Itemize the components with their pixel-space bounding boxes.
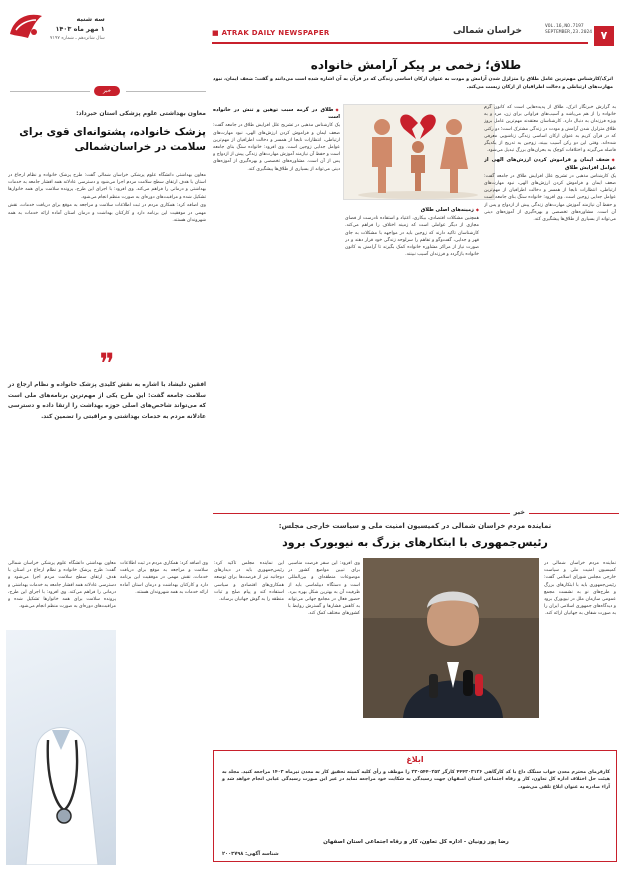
- left-lower-column-2: [120, 560, 208, 865]
- legal-notice-box: [213, 750, 617, 862]
- section-name: خراسان شمالی: [453, 26, 522, 36]
- mp-interview-photo: [363, 558, 539, 718]
- left-lower-text-1: معاون بهداشتی دانشگاه علوم پزشکی خراسان شمالی گفت: طرح پزشک خانواده و نظام ارجاع در استان با هدف ارتقای سطح سلامت مردم اجرا می‌شود و دسترسی عادلانه همه اقشار جامعه به خدمات بهداشتی و درمانی را فراهم می‌کند. وی افزود: با اجرای این طرح، پرونده سلامت برای همه خانوارها تشکیل شده و مراقبت‌های دوره‌ای به صورت منظم انجام می‌شود.: [8, 561, 116, 610]
- main-subhead-3: ◆ طلاق در گرمه سبب توهین و تنش در خانواده است: [213, 106, 340, 121]
- divider-line: [213, 513, 619, 514]
- issue-info: سال شانزدهم ـ شماره ۷۱۹۷: [50, 36, 105, 41]
- quote-mark-icon: ❞: [99, 347, 115, 380]
- family-silhouette-icon: [342, 105, 494, 201]
- main-column-3: [213, 104, 340, 504]
- news-label: خبر: [94, 86, 120, 96]
- main-column-2: [345, 204, 479, 504]
- badge-line-left: [10, 91, 90, 92]
- main-subhead-1: ◆ ضعف ایمان و فراموش کردن ارزش‌های الهی از عوامل افزایش طلاق: [484, 156, 616, 171]
- page-header: [0, 0, 620, 52]
- main-headline: طلاق؛ زخمی بر پیکر آرامش خانواده: [310, 58, 522, 72]
- notice-signature: رضا پور زونیان - اداره کل تعاون، کار و رفاه اجتماعی استان اصفهان: [323, 839, 509, 845]
- main-col2-text: یک کارشناس مذهبی در تشریح علل افزایش طلاق در جامعه گفت: ضعف ایمان و فراموش کردن ارزش‌های الهی، نبود مهارت‌های ارتباطی، انتظارات نابجا از همسر و دخالت اطرافیان از مهم‌ترین عوامل جدایی زوجین است. وی افزود: خانواده سنگ بنای جامعه است و حفظ آن نیازمند آموزش مهارت‌های زندگی پیش از ازدواج و پس از آن است. مشاوره‌های تخصصی و بهره‌گیری از آموزه‌های دینی می‌تواند از بسیاری از طلاق‌ها پیشگیری کند.: [484, 173, 616, 223]
- atrak-logo-icon: [6, 8, 46, 44]
- broken-family-illustration: [343, 104, 495, 200]
- s2-col1-text: نماینده مردم خراسان شمالی در کمیسیون امنیت ملی و سیاست خارجی مجلس شورای اسلامی گفت: رئیس‌جمهوری باید با ابتکارهای بزرگ و طرح‌های نو به نشست مجمع عمومی سازمان ملل در نیویورک برود و دیدگاه‌های جمهوری اسلامی ایران را به صورت شفاف به جهانیان ارائه کند.: [544, 561, 616, 617]
- main-column-1: [484, 104, 616, 504]
- speaker-portrait-icon: [363, 558, 539, 718]
- second-story-column-2: [288, 560, 360, 745]
- left-body-text-2: وی اضافه کرد: همکاری مردم در ثبت اطلاعات سلامت و مراجعه به موقع برای دریافت خدمات، نقش مهمی در موفقیت این برنامه دارد و کارکنان بهداشت و درمان استان آماده ارائه خدمات به همه شهروندان هستند.: [8, 203, 206, 223]
- main-subhead-2: ◆ زمینه‌های اصلی طلاق: [345, 206, 479, 214]
- left-news-badge: [6, 85, 206, 97]
- badge-line-right: [126, 91, 206, 92]
- newspaper-name: ■ ATRAK DAILY NEWSPAPER: [212, 29, 330, 37]
- header-divider: [212, 42, 588, 44]
- pull-quote: [8, 347, 206, 500]
- left-lower-column-1: [8, 560, 116, 626]
- masthead-logo: [6, 8, 206, 46]
- s2-col3-text: این نماینده مجلس تاکید کرد: رئیس‌جمهوری باید در دیدارهای دوجانبه نیز از فرصت‌ها برای توسعه همکاری‌های اقتصادی و سیاسی استفاده کند و پیام صلح و ثبات منطقه را به گوش جهانیان برساند.: [214, 561, 284, 603]
- second-story-divider: [213, 508, 619, 520]
- main-lead: اترک/کارشناس مهم‌ترین عامل طلاق را متزلزل شدن آرامش و مودت به عنوان ارکان اساسی زندگی که در قرآن به آن اشاره شده است می‌دانند و گفت: ضعف ایمان، نبود مهارت‌های ارتباطی و دخالت اطرافیان از ارکان زیست می‌کند.: [213, 77, 613, 90]
- date-full: ۱ مهر ماه ۱۴۰۳: [55, 25, 105, 33]
- notice-heading: ابلاغ: [406, 755, 424, 764]
- date-line-latin: SEPTEMBER,23.2024: [544, 30, 592, 35]
- volume-line: VOL.16,NO.7197: [544, 24, 584, 29]
- stethoscope-icon: [6, 630, 116, 865]
- left-kicker: معاون بهداشتی علوم پزشکی استان خبرداد:: [76, 110, 206, 117]
- doctor-photo: [6, 630, 116, 865]
- left-body: [8, 172, 206, 344]
- left-lower-text-2: وی اضافه کرد: همکاری مردم در ثبت اطلاعات سلامت و مراجعه به موقع برای دریافت خدمات، نقش مهمی در موفقیت این برنامه دارد و کارکنان بهداشت و درمان استان آماده ارائه خدمات به همه شهروندان هستند.: [120, 561, 208, 595]
- main-col3b-text: یک کارشناس مذهبی در تشریح علل افزایش طلاق در جامعه گفت: ضعف ایمان و فراموش کردن ارزش‌های الهی، نبود مهارت‌های ارتباطی، انتظارات نابجا از همسر و دخالت اطرافیان از مهم‌ترین عوامل جدایی زوجین است. وی افزود: خانواده سنگ بنای جامعه است و حفظ آن نیازمند آموزش مهارت‌های زندگی پیش از ازدواج و پس از آن است. مشاوره‌های تخصصی و بهره‌گیری از آموزه‌های دینی می‌تواند از بسیاری از طلاق‌ها پیشگیری کند.: [213, 123, 340, 172]
- second-story-column-1: [544, 560, 616, 745]
- notice-ad-code: شناسه آگهی: ۲۰۰۳۷۹۸: [222, 851, 279, 857]
- volume-info: [545, 24, 592, 36]
- newspaper-name-text: ATRAK DAILY NEWSPAPER: [221, 29, 330, 37]
- quote-text: افقین دلیشاد با اشاره به نقش کلیدی پزشک خانواده و نظام ارجاع در سلامت جامعه گفت: این طرح یکی از مهم‌ترین برنامه‌های ملی است که می‌تواند شاخص‌های اصلی حوزه بهداشت را ارتقا داده و دسترسی عادلانه مردم به خدمات بهداشتی و مراقبتی را تضمین کند.: [8, 382, 206, 420]
- weekday: سه شنبه: [76, 15, 105, 23]
- second-story-kicker: نماینده مردم خراسان شمالی در کمیسیون امنیت ملی و سیاست خارجی مجلس:: [278, 522, 552, 530]
- left-headline: پزشک خانواده، پشتوانه‌ای قوی برای سلامت در خراسان‌شمالی: [19, 126, 206, 153]
- main-col3-text: همچنین مشکلات اقتصادی، بیکاری، اعتیاد و استفاده نادرست از فضای مجازی از دیگر عواملی است که زمینه اختلاف را فراهم می‌کند. کارشناسان تاکید دارند که زوجین باید در مواجهه با مشکلات به جای قهر و جدایی، گفت‌وگو و تفاهم را سرلوحه زندگی خود قرار دهند و در صورت نیاز از مراکز مشاوره خانواده کمک بگیرند تا آرامش به کانون خانواده بازگردد و فرزندان آسیب نبینند.: [345, 216, 479, 258]
- second-story-column-3: [214, 560, 284, 745]
- page-number: ۷: [594, 26, 614, 46]
- second-story-label: خبر: [510, 508, 529, 516]
- s2-col2-text: وی افزود: این سفر فرصت مناسبی برای تبیین مواضع کشور در موضوعات منطقه‌ای و بین‌المللی است و دستگاه دیپلماسی باید از ظرفیت آن به بهترین شکل بهره ببرد. حضور فعال در مجامع جهانی می‌تواند به کاهش فشارها و گسترش روابط با کشورهای مختلف کمک کند.: [288, 561, 360, 617]
- masthead-date: [50, 14, 105, 44]
- second-story-headline: رئیس‌جمهوری با ابتکارهای بزرگ به نیویورک برود: [282, 536, 548, 549]
- main-col1-text: به گزارش خبرنگار اترک، طلاق از پدیده‌هایی است که کانون گرم خانواده را از هم می‌پاشد و آسیب‌های فراوانی برای زن، مرد و به ویژه فرزندان به دنبال دارد. کارشناسان معتقدند مهم‌ترین عامل بروز طلاق متزلزل شدن آرامش و مودت در زندگی مشترک است؛ دو رکنی که در قرآن کریم به عنوان ارکان اساسی زندگی زناشویی معرفی شده‌اند. وقتی این دو رکن آسیب ببیند، زوجین به تدریج از یکدیگر فاصله می‌گیرند و اختلافات کوچک به بحران‌های بزرگ تبدیل می‌شود.: [484, 105, 616, 154]
- notice-body: کارفرمای محترم معدن خواب سنگک داغ با کد کارگاهی ۴۴۴۳۰۳۱۲۶ کارگر ۲۳۰۵۴۴۰۲۵۲ را موظف و رأی کلیه کمیته تحقیق کار به معدن تیرماه ۱۴۰۳ مراجعه کنید. مجلد به هیئت حل اختلاف اداره کل تعاون، کار و رفاه اجتماعی استان اصفهان جهت رسیدگی به شکایت خود مراجعه نماید در غیر این صورت رسیدگی غیابی انجام خواهد شد و آراء صادره به عنوان ابلاغ تلقی می‌شود.: [222, 770, 610, 790]
- left-body-text: معاون بهداشتی دانشگاه علوم پزشکی خراسان شمالی گفت: طرح پزشک خانواده و نظام ارجاع در استان با هدف ارتقای سطح سلامت مردم اجرا می‌شود و دسترسی عادلانه همه اقشار جامعه به خدمات بهداشتی و درمانی را فراهم می‌کند. وی افزود: با اجرای این طرح، پرونده سلامت برای همه خانوارها تشکیل شده و مراقبت‌های دوره‌ای به صورت منظم انجام می‌شود.: [8, 173, 206, 200]
